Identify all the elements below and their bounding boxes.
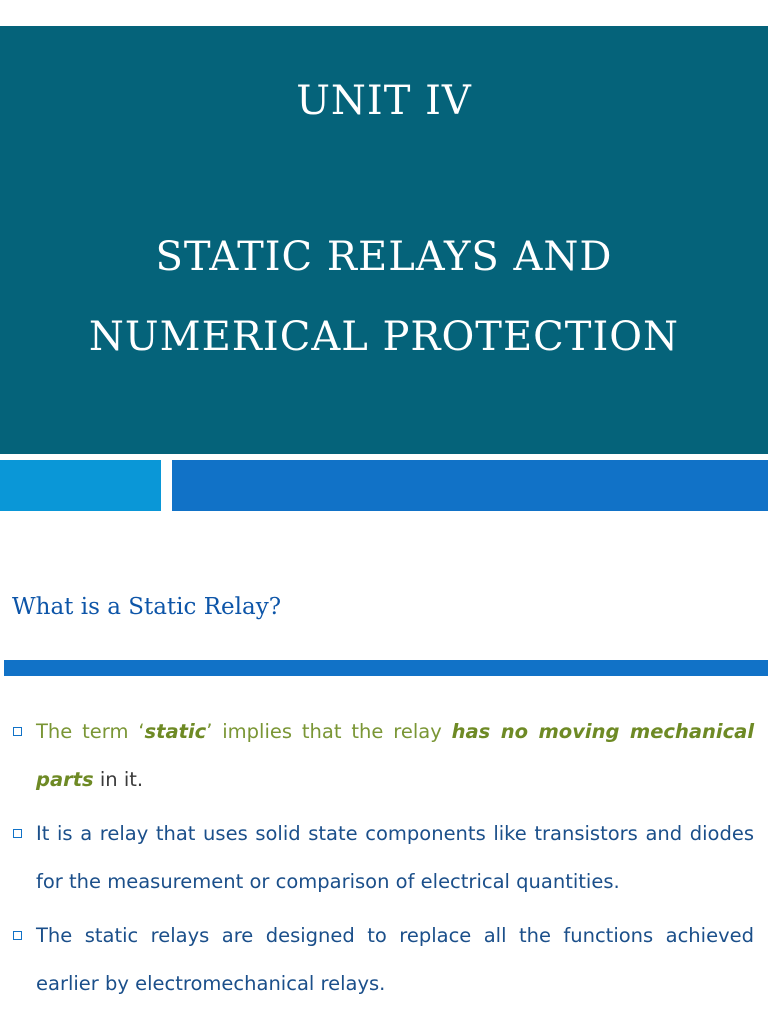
bullet-item: [0, 810, 768, 906]
square-bullet-icon: [13, 931, 22, 940]
square-bullet-icon: [13, 829, 22, 838]
bullet-text: It is a relay that uses solid state components like transistors and diodes for the measurement or comparison of electrical quantities.: [36, 822, 754, 893]
bullet-item: [0, 912, 768, 1008]
bullet-list: [0, 708, 768, 1014]
slide-title-line-1: STATIC RELAYS AND: [155, 234, 613, 280]
square-bullet-icon: [13, 727, 22, 736]
accent-bar-right: [172, 460, 768, 511]
heading-rule: [4, 660, 768, 676]
slide-title-line-2: NUMERICAL PROTECTION: [88, 314, 680, 360]
bullet-emphasis: static: [144, 720, 207, 743]
title-slide: [0, 26, 768, 454]
accent-bar-left: [0, 460, 161, 511]
bullet-text-part: The term ‘: [36, 720, 145, 743]
section-heading: What is a Static Relay?: [12, 594, 282, 620]
bullet-emphasis: has no moving mechanical parts: [36, 720, 754, 791]
bullet-item: [0, 708, 768, 804]
unit-title: UNIT IV: [296, 78, 472, 124]
bullet-text-part: ’ implies that the relay: [206, 720, 452, 743]
bullet-text-part: in it.: [93, 768, 144, 791]
bullet-text: The static relays are designed to replace all the functions achieved earlier by electromechanical relays.: [36, 924, 754, 995]
